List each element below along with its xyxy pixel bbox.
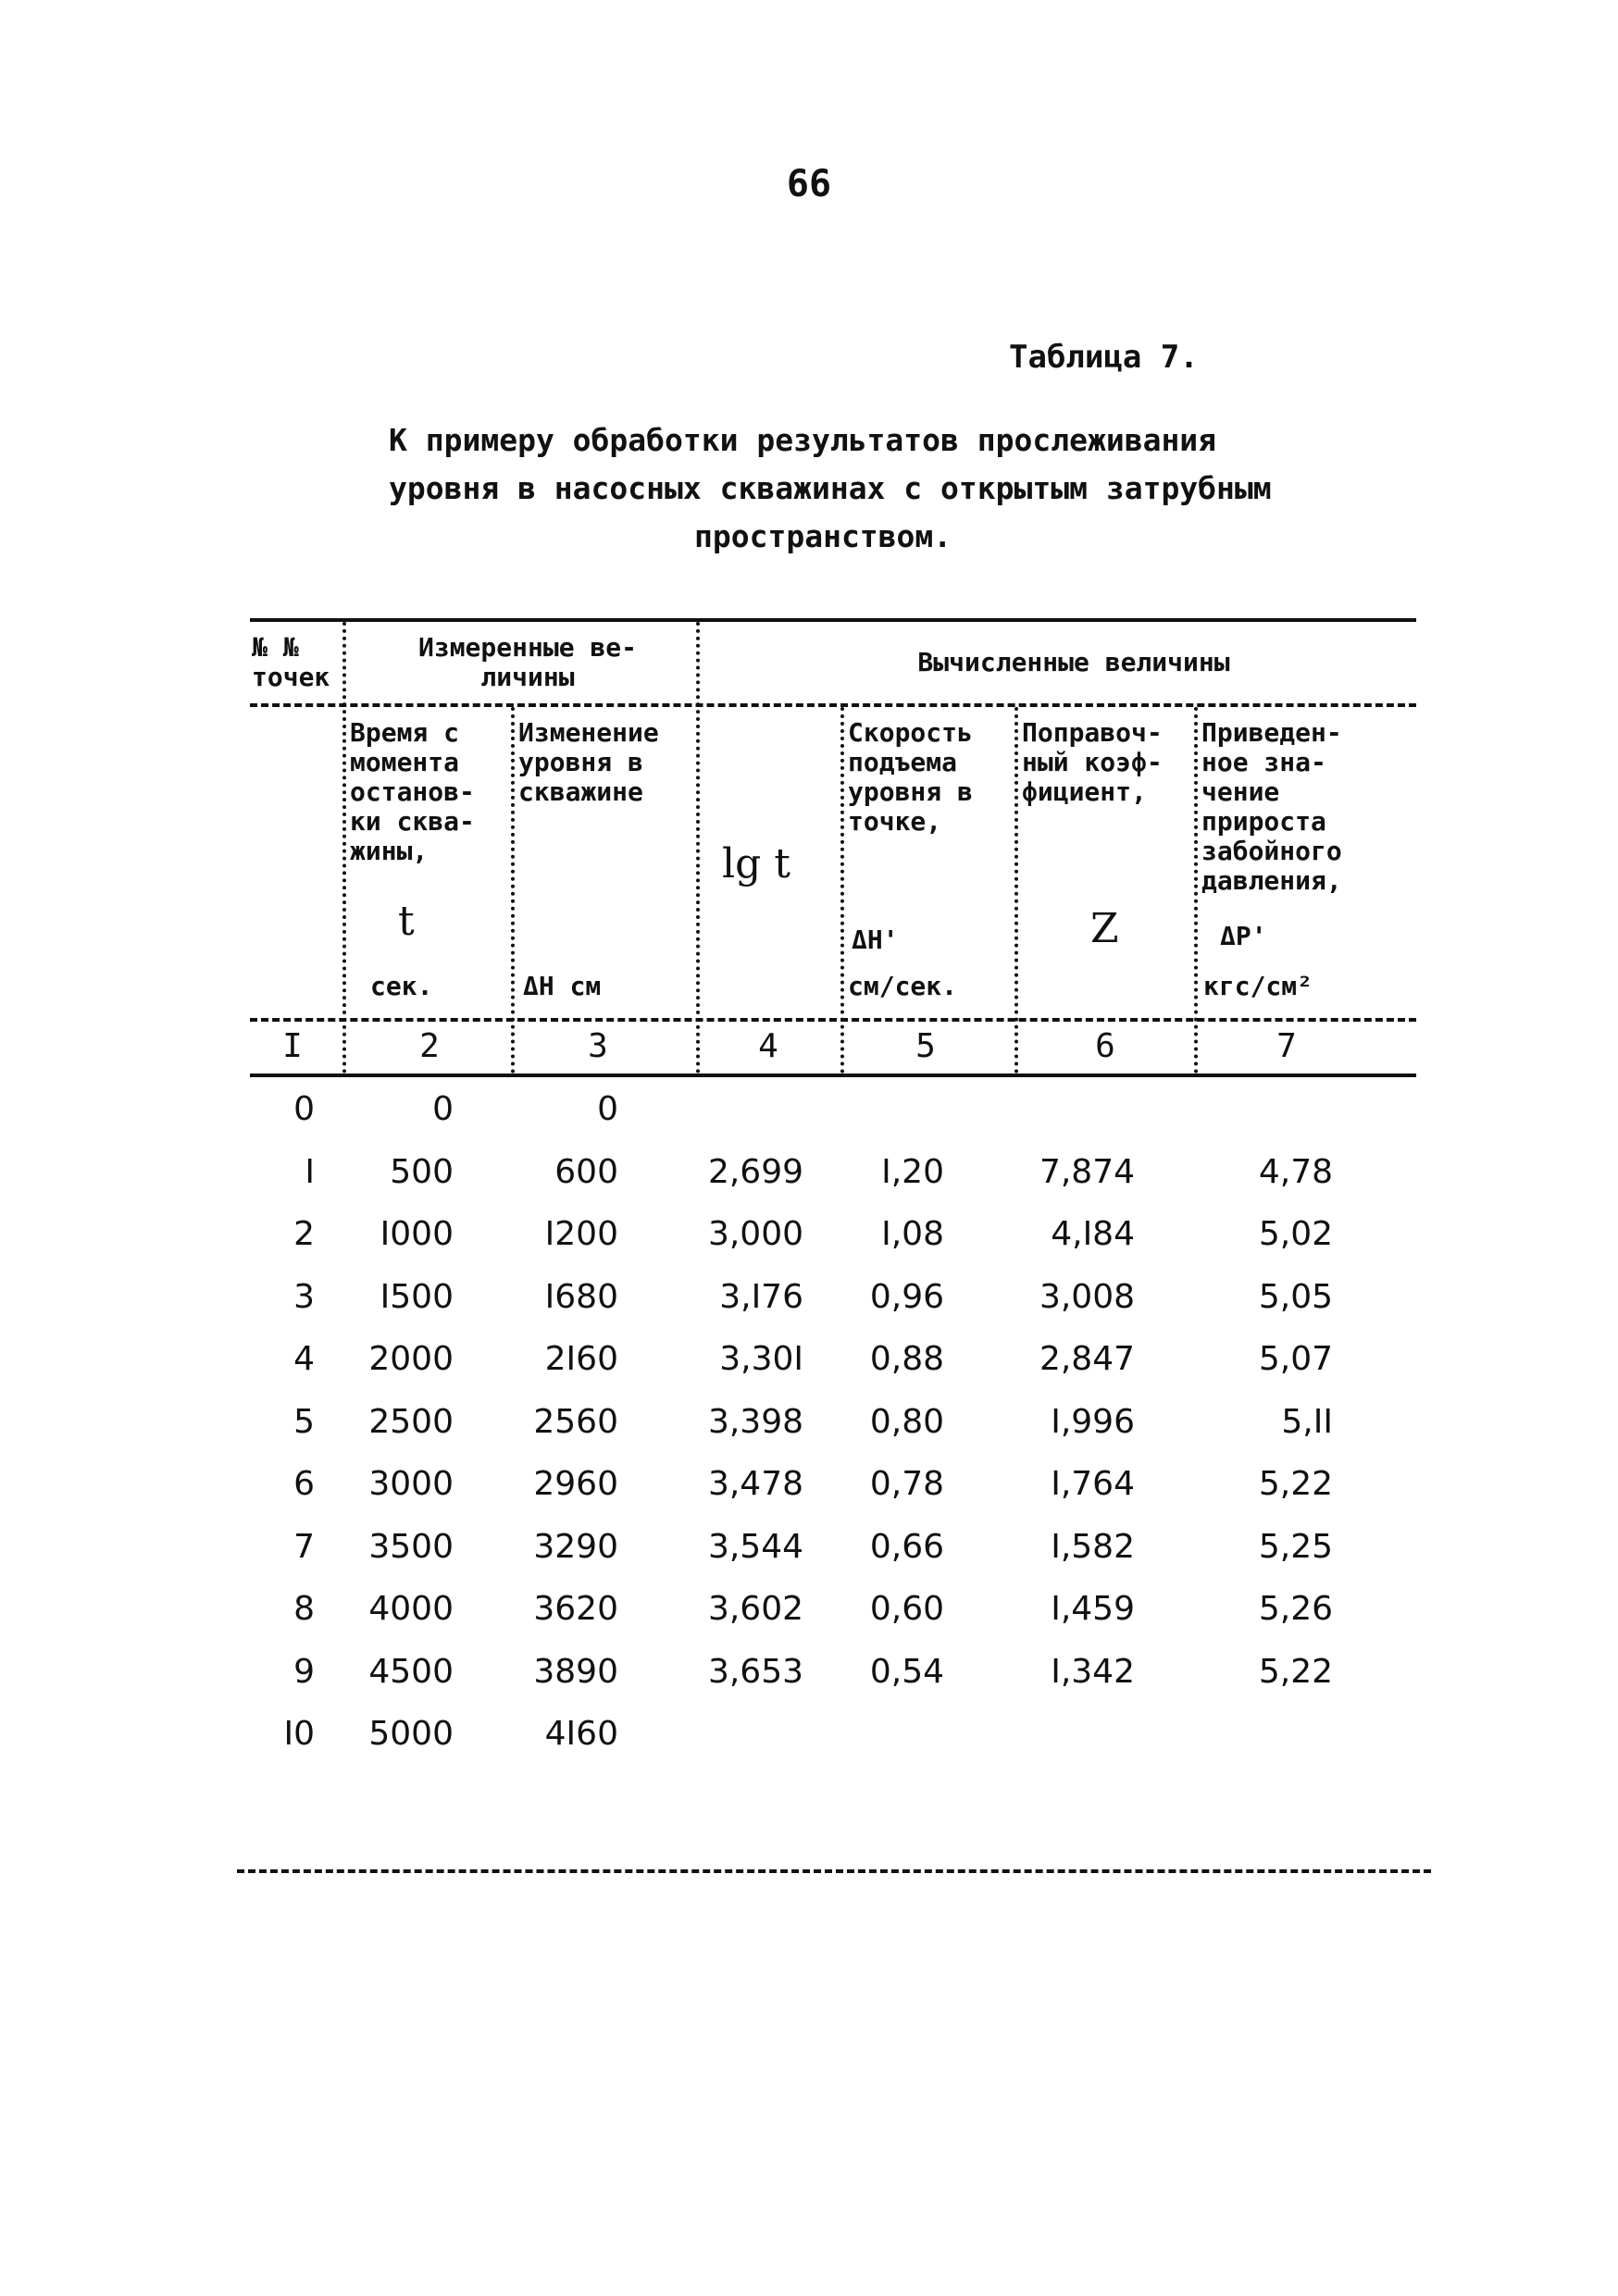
table-cell: 0,66: [869, 1528, 944, 1566]
column-number-3: 3: [588, 1027, 608, 1065]
header-bottom-rule: [250, 1018, 1416, 1022]
table-cell: 5,07: [1258, 1340, 1333, 1378]
page-number: 66: [786, 163, 832, 205]
column-number-7: 7: [1276, 1027, 1297, 1065]
column-number-6: 6: [1095, 1027, 1115, 1065]
table-cell: I680: [544, 1278, 618, 1316]
table-cell: 2: [293, 1215, 315, 1253]
table-cell: I,459: [1051, 1590, 1135, 1628]
table-cell: 5,II: [1281, 1403, 1333, 1441]
header-point-number: № № точек: [252, 632, 330, 692]
table-cell: 5,22: [1258, 1465, 1333, 1503]
table-cell: 0,80: [869, 1403, 944, 1441]
table-cell: 2,699: [707, 1153, 803, 1191]
table-cell: 3: [293, 1278, 315, 1316]
col-separator-2: [511, 707, 515, 1074]
col-separator-5: [1014, 707, 1018, 1074]
header-col4-lgt: lg t: [722, 840, 790, 887]
table-cell: 0,54: [869, 1653, 944, 1691]
table-cell: 5: [293, 1403, 315, 1441]
table-cell: 2000: [368, 1340, 454, 1378]
table-cell: 500: [390, 1153, 454, 1191]
header-col2-symbol: t: [398, 898, 415, 945]
header-col7-symbol: ΔP': [1220, 921, 1267, 951]
table-cell: 4,78: [1258, 1153, 1333, 1191]
table-cell: 5,02: [1258, 1215, 1333, 1253]
table-cell: 3,544: [707, 1528, 803, 1566]
table-bottom-rule: [237, 1869, 1431, 1873]
table-cell: 3,398: [707, 1403, 803, 1441]
table-cell: 9: [293, 1653, 315, 1691]
table-cell: 3,008: [1039, 1278, 1135, 1316]
table-cell: 4: [293, 1340, 315, 1378]
table-cell: 3620: [533, 1590, 618, 1628]
column-number-2: 2: [419, 1027, 440, 1065]
table-cell: I,20: [881, 1153, 944, 1191]
column-number-5: 5: [915, 1027, 936, 1065]
header-col3-unit: ΔH см: [523, 971, 602, 1001]
caption-line-1: К примеру обработки результатов прослеживания: [389, 422, 1217, 458]
table-cell: 600: [554, 1153, 618, 1191]
header-col5: Скорость подъема уровня в точке,: [848, 717, 973, 837]
col-separator-1: [342, 622, 346, 1074]
table-cell: 5000: [368, 1715, 454, 1753]
column-number-4: 4: [758, 1027, 778, 1065]
column-numbers-rule: [250, 1074, 1416, 1077]
header-col2-unit: сек.: [370, 971, 433, 1001]
caption-line-3: пространством.: [694, 518, 952, 554]
table-cell: 7,874: [1039, 1153, 1135, 1191]
table-cell: 4,I84: [1051, 1215, 1135, 1253]
table-cell: 0,78: [869, 1465, 944, 1503]
header-col5-unit: см/сек.: [848, 971, 958, 1001]
table-cell: 7: [293, 1528, 315, 1566]
header-computed-group: Вычисленные величины: [917, 647, 1230, 677]
table-cell: I,764: [1051, 1465, 1135, 1503]
header-col3: Изменение уровня в скважине: [518, 717, 659, 807]
table-cell: 5,22: [1258, 1653, 1333, 1691]
col-separator-3: [696, 622, 700, 1074]
table-cell: 0,60: [869, 1590, 944, 1628]
caption-line-2: уровня в насосных скважинах с открытым затрубным: [389, 470, 1272, 506]
header-col2: Время с момента останов- ки сква- жины,: [350, 717, 475, 866]
table-cell: 3,I76: [719, 1278, 803, 1316]
table-cell: 5,05: [1258, 1278, 1333, 1316]
table-cell: I000: [380, 1215, 454, 1253]
table-cell: 4I60: [544, 1715, 618, 1753]
table-cell: 5,25: [1258, 1528, 1333, 1566]
table-label: Таблица 7.: [1009, 339, 1199, 376]
table-cell: 3000: [368, 1465, 454, 1503]
table-cell: I0: [283, 1715, 315, 1753]
table-cell: I200: [544, 1215, 618, 1253]
table-cell: 0,88: [869, 1340, 944, 1378]
table-cell: 3,653: [707, 1653, 803, 1691]
table-cell: I,582: [1051, 1528, 1135, 1566]
table-cell: 2,847: [1039, 1340, 1135, 1378]
table-cell: 3500: [368, 1528, 454, 1566]
table-caption: [389, 416, 1314, 561]
table-cell: 3890: [533, 1653, 618, 1691]
table-cell: 2560: [533, 1403, 618, 1441]
header-col6: Поправоч- ный коэф- фициент,: [1022, 717, 1163, 807]
header-measured-group: Измеренные ве- личины: [417, 632, 637, 692]
header-col6-symbol: Z: [1090, 905, 1119, 952]
table-cell: I,342: [1051, 1653, 1135, 1691]
table-cell: 0: [293, 1090, 315, 1128]
table-cell: 8: [293, 1590, 315, 1628]
column-number-1: I: [282, 1027, 303, 1065]
col-separator-6: [1194, 707, 1198, 1074]
table-cell: 2960: [533, 1465, 618, 1503]
table-cell: 4000: [368, 1590, 454, 1628]
table-cell: I500: [380, 1278, 454, 1316]
col-separator-4: [840, 707, 844, 1074]
table-cell: 6: [293, 1465, 315, 1503]
table-cell: 3,30I: [719, 1340, 803, 1378]
table-cell: 4500: [368, 1653, 454, 1691]
header-col5-symbol: ΔH': [852, 925, 899, 955]
header-col7-unit: кгс/см²: [1203, 971, 1313, 1001]
table-cell: 3290: [533, 1528, 618, 1566]
table-cell: I,996: [1051, 1403, 1135, 1441]
table-cell: 2I60: [544, 1340, 618, 1378]
table-cell: 3,000: [707, 1215, 803, 1253]
group-divider-rule: [250, 703, 1416, 707]
table-cell: 0: [597, 1090, 618, 1128]
table-cell: 3,478: [707, 1465, 803, 1503]
table-cell: I: [305, 1153, 315, 1191]
table-top-rule: [250, 618, 1416, 622]
header-col7: Приведен- ное зна- чение прироста забойного давления,: [1201, 717, 1342, 896]
table-cell: 5,26: [1258, 1590, 1333, 1628]
table-cell: 0,96: [869, 1278, 944, 1316]
table-cell: 0: [432, 1090, 454, 1128]
table-cell: 2500: [368, 1403, 454, 1441]
table-cell: 3,602: [707, 1590, 803, 1628]
table-cell: I,08: [881, 1215, 944, 1253]
